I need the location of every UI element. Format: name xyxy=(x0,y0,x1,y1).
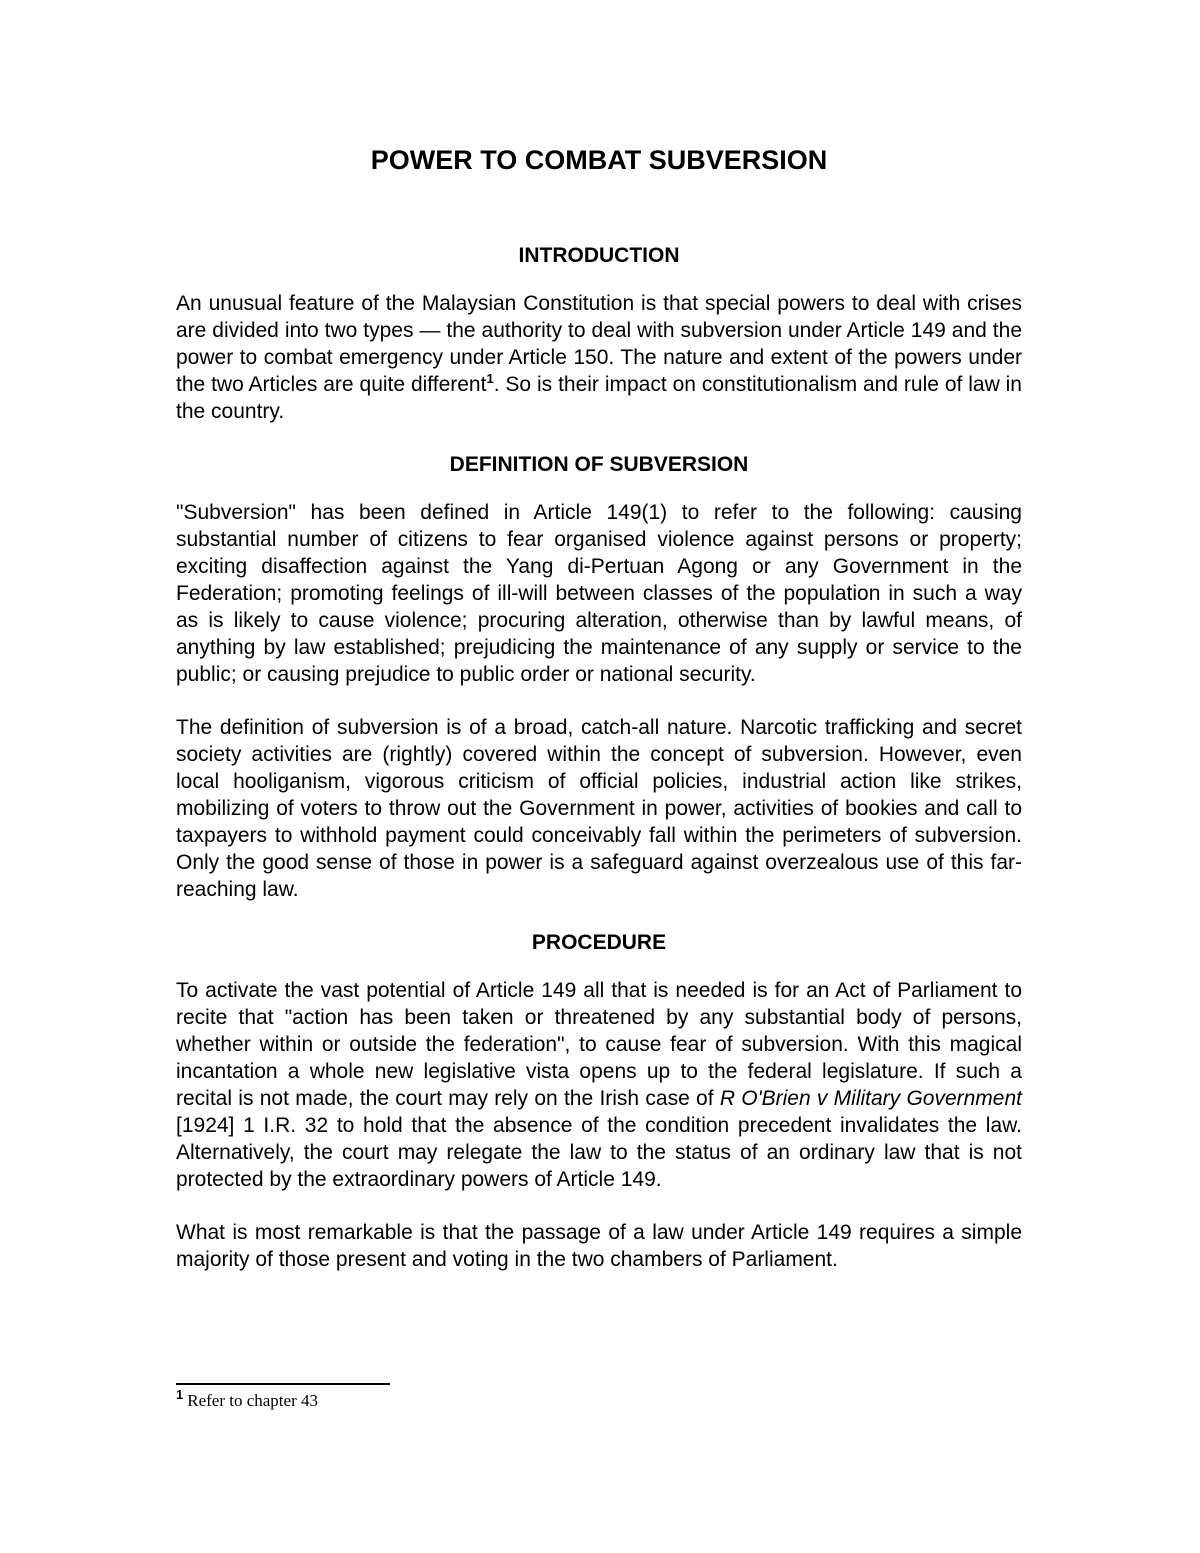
definition-paragraph-2: The definition of subversion is of a broad, catch-all nature. Narcotic trafficking and secret society activities are (rightly) covered within the concept of subversion. However, even local hooliganism, vigorous criticism of official policies, industrial action like strikes, mobilizing of voters to throw out the Government in power, activities of bookies and call to taxpayers to withhold payment could conceivably fall within the perimeters of subversion. Only the good sense of those in power is a safeguard against overzealous use of this far-reaching law. xyxy=(176,716,1022,901)
introduction-paragraph xyxy=(176,290,1022,425)
footnote-separator xyxy=(176,1383,390,1385)
introduction-text-end: . So is their impact on constitutionalism and rule of law in the country. xyxy=(176,373,1022,423)
footnote-text: Refer to chapter 43 xyxy=(187,1391,318,1410)
section-heading-introduction: INTRODUCTION xyxy=(518,244,680,267)
footnote-mark: 1 xyxy=(176,1387,184,1403)
definition-paragraph-1: "Subversion" has been defined in Article 149(1) to refer to the following: causing substantial number of citizens to fear organised violence against persons or property; exciting disaffection against the Yang di-Pertuan Agong or any Government in the Federation; promoting feelings of ill-will between classes of the population in such a way as is likely to cause violence; procuring alteration, otherwise than by lawful means, of anything by law established; prejudicing the maintenance of any supply or service to the public; or causing prejudice to public order or national security. xyxy=(176,501,1022,686)
section-heading-procedure: PROCEDURE xyxy=(531,931,667,954)
document-body xyxy=(176,138,1022,1273)
footnote xyxy=(176,1387,318,1412)
section-heading-definition: DEFINITION OF SUBVERSION xyxy=(449,453,749,476)
procedure-paragraph-1 xyxy=(176,977,1022,1193)
document-title: POWER TO COMBAT SUBVERSION xyxy=(370,145,828,175)
procedure-text-start: To activate the vast potential of Article 149 all that is needed is for an Act of Parliament to recite that "action has been taken or threatened by any substantial body of persons, whether within or outside the federation", to cause fear of subversion. With this magical incantation a whole new legislative vista opens up to the federal legislature. If such a recital is not made, the court may rely on the Irish case of xyxy=(176,979,1022,1110)
introduction-text-start: An unusual feature of the Malaysian Constitution is that special powers to deal with crises are divided into two types — the authority to deal with subversion under Article 149 and the power to combat emergency under Article 150. The nature and extent of the powers under the two Articles are quite different xyxy=(176,292,1022,396)
footnote-reference[interactable]: 1 xyxy=(486,371,494,386)
case-citation: R O'Brien v Military Government xyxy=(719,1087,1022,1110)
procedure-text-end: [1924] 1 I.R. 32 to hold that the absence of the condition precedent invalidates the law. Alternatively, the court may relegate the law to the status of an ordinary law that is not protected by the extraordinary powers of Article 149. xyxy=(176,1114,1022,1191)
procedure-paragraph-2: What is most remarkable is that the passage of a law under Article 149 requires a simple majority of those present and voting in the two chambers of Parliament. xyxy=(176,1221,1022,1271)
